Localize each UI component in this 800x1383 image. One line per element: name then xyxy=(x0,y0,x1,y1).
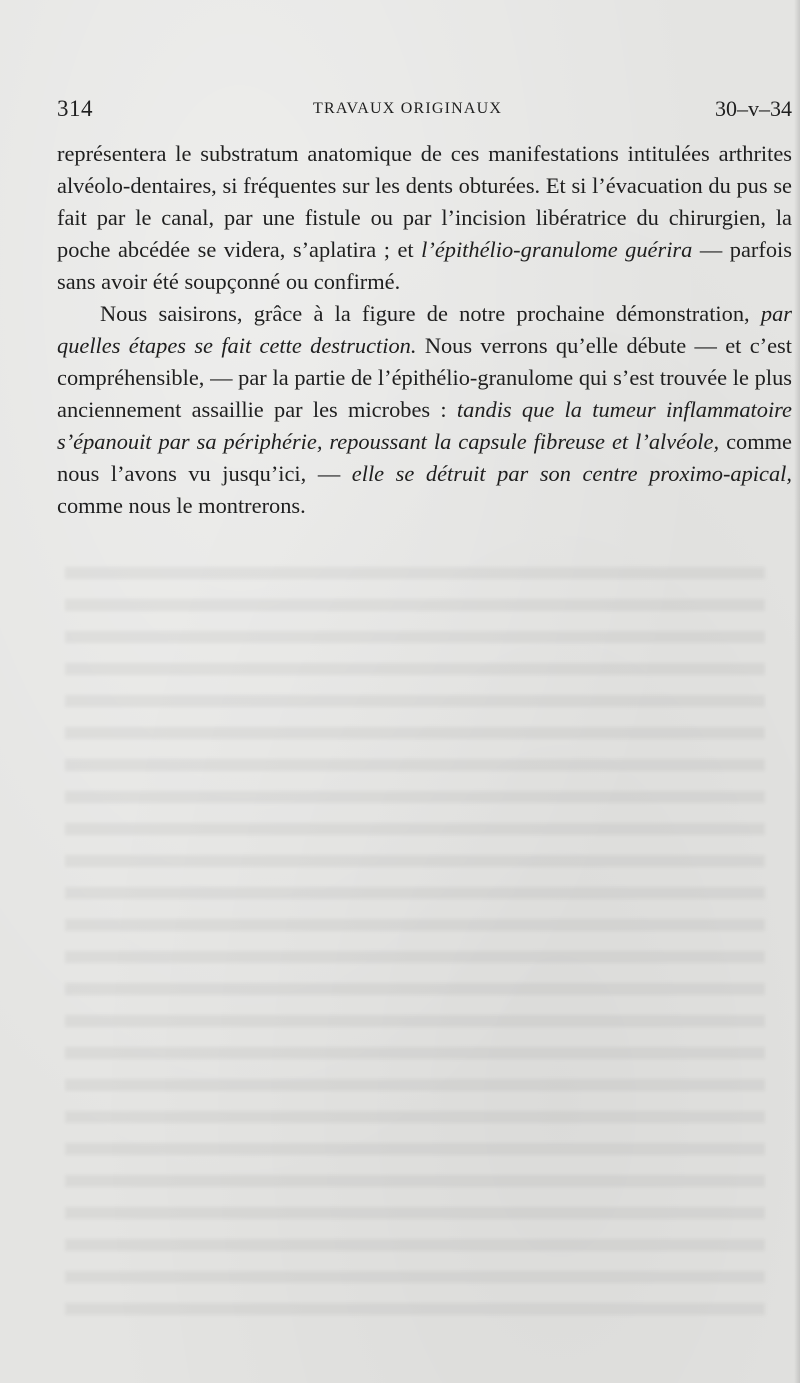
paragraph-1 xyxy=(57,138,792,298)
text-segment: Nous verrons qu’elle débute — et c’est compréhensible, — par la partie de l’épithélio-granulome qui s’est trouvée le plus anciennement assaillie par les microbes : xyxy=(57,333,792,422)
italic-segment: tandis que la tumeur inflammatoire s’épanouit par sa périphérie, repoussant la capsule fibreuse et l’alvéole, xyxy=(57,397,792,454)
page-number: 314 xyxy=(57,96,93,121)
page-edge-shadow xyxy=(794,0,800,1383)
text-segment: — parfois sans avoir été soupçonné ou confirmé. xyxy=(57,237,792,294)
running-title: TRAVAUX ORIGINAUX xyxy=(313,100,503,117)
text-segment: comme nous le montrerons. xyxy=(57,493,306,518)
page-header xyxy=(57,96,792,126)
body-text xyxy=(57,138,792,522)
italic-segment: par quelles étapes se fait cette destruction. xyxy=(57,301,792,358)
text-segment: Nous saisirons, grâce à la figure de notre prochaine démonstration, xyxy=(100,301,761,326)
text-segment: représentera le substratum anatomique de ces manifestations intitulées arthrites alvéolo-dentaires, si fréquentes sur les dents obturées. Et si l’évacuation du pus se fait par le canal, par une fistule ou par l’incision libératrice du chirurgien, la poche abcédée se videra, s’aplatira ; et xyxy=(57,141,792,262)
italic-segment: elle se détruit par son centre proximo-apical, xyxy=(351,461,792,486)
issue-date: 30–v–34 xyxy=(715,96,792,121)
text-segment: comme nous l’avons vu jusqu’ici, — xyxy=(57,429,792,486)
italic-segment: l’épithélio-granulome guérira xyxy=(421,237,693,262)
show-through-bleed xyxy=(65,555,765,1315)
paragraph-2 xyxy=(57,298,792,522)
